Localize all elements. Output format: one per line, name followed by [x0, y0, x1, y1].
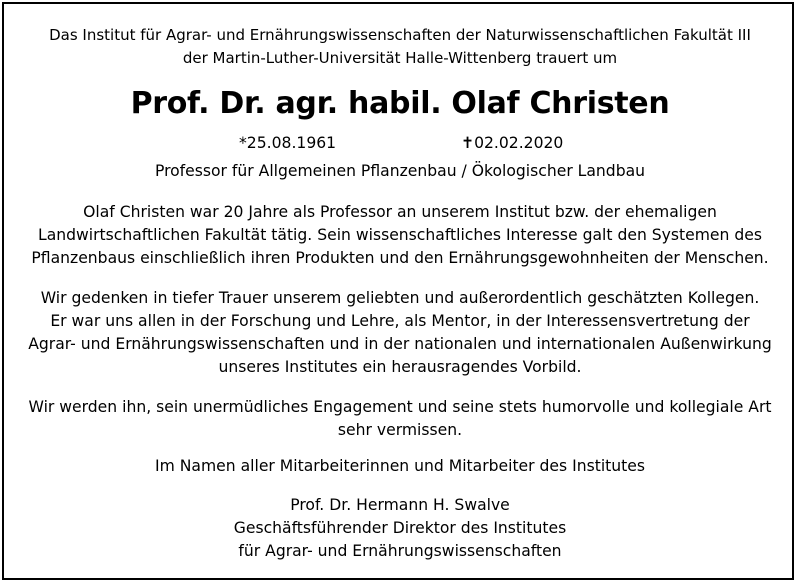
paragraph-2-line-1: Wir gedenken in tiefer Trauer unserem geliebten und außerordentlich geschätzten Kollegen.	[40, 289, 760, 307]
paragraph-3-line-2: sehr vermissen.	[337, 421, 463, 439]
deceased-name: Prof. Dr. agr. habil. Olaf Christen	[130, 86, 670, 121]
header-line-2: der Martin-Luther-Universität Halle-Wittenberg trauert um	[182, 49, 618, 67]
signature-role: Geschäftsführender Direktor des Institutes	[233, 519, 567, 537]
paragraph-2-line-4: unseres Institutes ein herausragendes Vorbild.	[218, 358, 582, 376]
birth-date: *25.08.1961	[239, 134, 337, 152]
signature-institute: für Agrar- und Ernährungswissenschaften	[238, 542, 562, 560]
paragraph-3-line-1: Wir werden ihn, sein unermüdliches Engagement und seine stets humorvolle und kollegiale Art	[28, 398, 772, 416]
paragraph-1-line-2: Landwirtschaftlichen Fakultät tätig. Sein wissenschaftliches Interesse galt den Systemen des	[38, 226, 762, 244]
paragraph-2-line-2: Er war uns allen in der Forschung und Lehre, als Mentor, in der Interessensvertretung der	[50, 312, 750, 330]
signature-name: Prof. Dr. Hermann H. Swalve	[290, 496, 510, 514]
paragraph-1-line-1: Olaf Christen war 20 Jahre als Professor an unserem Institut bzw. der ehemaligen	[83, 203, 717, 221]
death-date: ✝02.02.2020	[461, 134, 564, 152]
header-line-1: Das Institut für Agrar- und Ernährungswissenschaften der Naturwissenschaftlichen Fakultät III	[49, 26, 751, 44]
paragraph-2-line-3: Agrar- und Ernährungswissenschaften und in der nationalen und internationalen Außenwirkung	[28, 335, 772, 353]
paragraph-1-line-3: Pflanzenbaus einschließlich ihren Produkten und den Ernährungsgewohnheiten der Menschen.	[31, 249, 769, 267]
closing-line: Im Namen aller Mitarbeiterinnen und Mitarbeiter des Institutes	[155, 457, 645, 475]
position-title: Professor für Allgemeinen Pflanzenbau / Ökologischer Landbau	[154, 162, 646, 180]
